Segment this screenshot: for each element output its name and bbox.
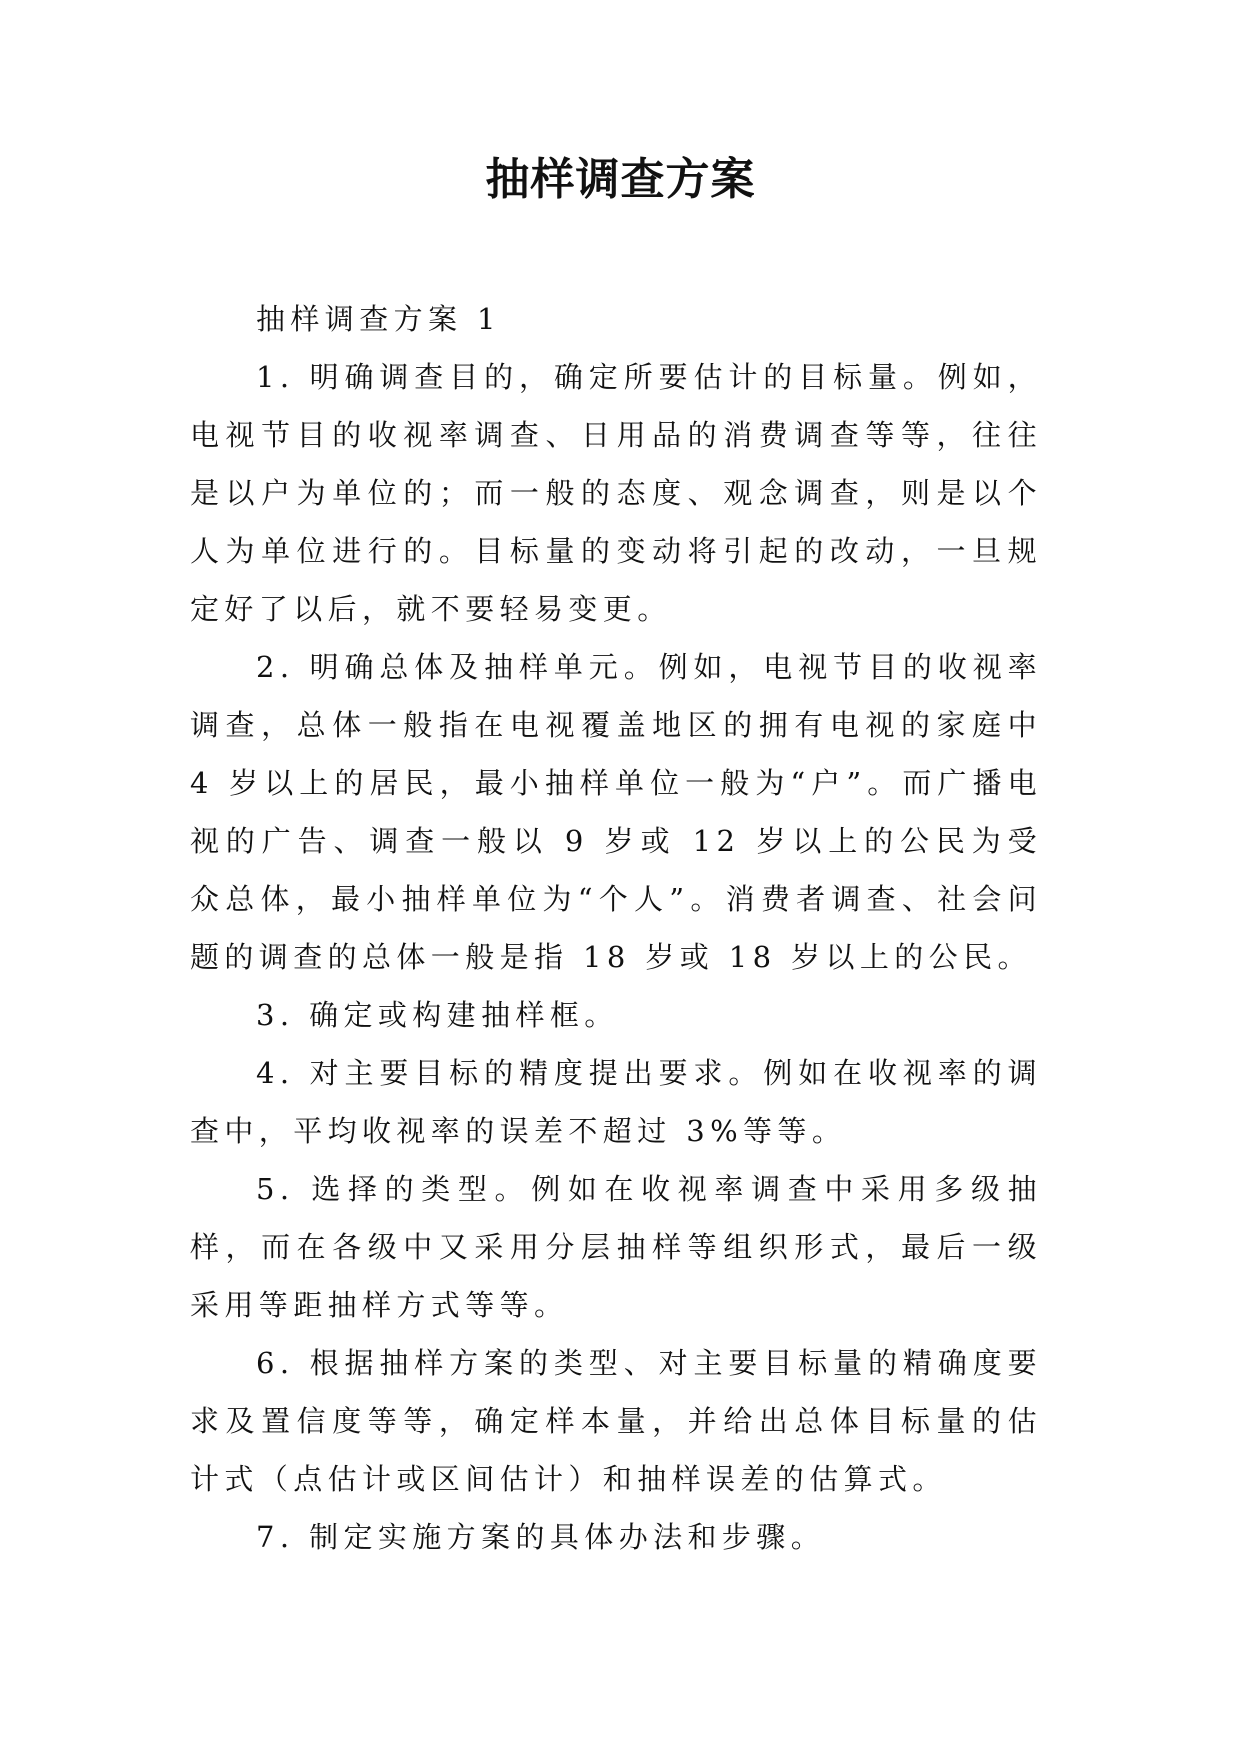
section-heading: 抽样调查方案 1 [256, 302, 501, 336]
paragraph-step-5: 5. 选择的类型。例如在收视率调查中采用多级抽样，而在各级中又采用分层抽样等组织形式，最后一级采用等距抽样方式等等。 [190, 1172, 1042, 1322]
paragraph-step-2: 2. 明确总体及抽样单元。例如，电视节目的收视率调查，总体一般指在电视覆盖地区的拥有电视的家庭中 4 岁以上的居民，最小抽样单位一般为“户”。而广播电视的广告、调查一般以 9 岁或 12 岁以上的公民为受众总体，最小抽样单位为“个人”。消费者调查、社会问题的调查的总体一般是指 18 岁或 18 岁以上的公民。 [190, 650, 1042, 974]
paragraph-step-7: 7. 制定实施方案的具体办法和步骤。 [256, 1520, 826, 1554]
document-body [190, 290, 1042, 1566]
paragraph-step-6: 6. 根据抽样方案的类型、对主要目标量的精确度要求及置信度等等，确定样本量，并给出总体目标量的估计式（点估计或区间估计）和抽样误差的估算式。 [190, 1346, 1042, 1496]
paragraph-step-3: 3. 确定或构建抽样框。 [256, 998, 619, 1032]
document-title: 抽样调查方案 [485, 154, 756, 205]
paragraph-step-4: 4. 对主要目标的精度提出要求。例如在收视率的调查中，平均收视率的误差不超过 3%等等。 [190, 1056, 1042, 1148]
paragraph-step-1: 1. 明确调查目的，确定所要估计的目标量。例如，电视节目的收视率调查、日用品的消费调查等等，往往是以户为单位的；而一般的态度、观念调查，则是以个人为单位进行的。目标量的变动将引起的改动，一旦规定好了以后，就不要轻易变更。 [190, 360, 1042, 626]
